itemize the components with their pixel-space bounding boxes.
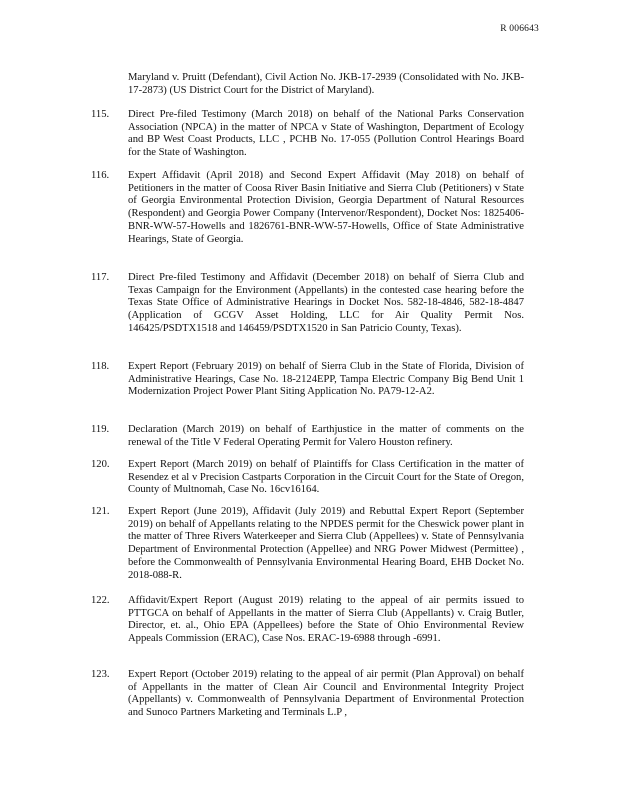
item-number: 115.: [91, 109, 110, 120]
item-number: 119.: [91, 424, 110, 435]
item-number: 117.: [91, 272, 110, 283]
list-item: [80, 506, 524, 582]
list-item: [80, 272, 524, 336]
item-text: Expert Report (October 2019) relating to the appeal of air permit (Plan Approval) on behalf of Appellants in the matter of Clean Air Council and Environmental Integrity Project (Appellants) v. Commonwealth of Pennsylvania Department of Environmental Protection and Sunoco Partners Marketing and Terminals L.P ,: [128, 669, 524, 719]
continuation-text: Maryland v. Pruitt (Defendant), Civil Action No. JKB-17-2939 (Consolidated with No. JKB-17-2873) (US District Court for the District of Maryland).: [128, 72, 524, 96]
list-item: [80, 459, 524, 497]
list-item: [80, 595, 524, 646]
item-text: Affidavit/Expert Report (August 2019) relating to the appeal of air permits issued to PTTGCA on behalf of Appellants in the matter of Sierra Club (Appellants) v. Craig Butler, Director, et. al., Ohio EPA (Appellees) before the State of Ohio Environmental Review Appeals Commission (ERAC), Case Nos. ERAC-19-6988 through -6991.: [128, 595, 524, 645]
item-number: 120.: [91, 459, 110, 470]
item-text: Direct Pre-filed Testimony and Affidavit (December 2018) on behalf of Sierra Club and Texas Campaign for the Environment (Appellants) in the contested case hearing before the Texas State Office of Administrative Hearings in Docket Nos. 582-18-4846, 582-18-4847 (Application of GCGV Asset Holding, LLC for Air Quality Permit Nos. 146425/PSDTX1518 and 146459/PSDTX1520 in San Patricio County, Texas).: [128, 272, 524, 334]
item-text: Expert Report (February 2019) on behalf of Sierra Club in the State of Florida, Division of Administrative Hearings, Case No. 18-2124EPP, Tampa Electric Company Big Bend Unit 1 Modernization Project Power Plant Siting Application No. PA79-12-A2.: [128, 361, 524, 398]
page-id: R 006643: [500, 24, 539, 34]
list-item: [80, 361, 524, 399]
list-item: [80, 170, 524, 246]
item-number: 121.: [91, 506, 110, 517]
item-text: Declaration (March 2019) on behalf of Earthjustice in the matter of comments on the renewal of the Title V Federal Operating Permit for Valero Houston refinery.: [128, 424, 524, 448]
item-text: Expert Report (June 2019), Affidavit (July 2019) and Rebuttal Expert Report (September 2019) on behalf of Appellants relating to the NPDES permit for the Cheswick power plant in the matter of Three Rivers Waterkeeper and Sierra Club (Appellees) v. State of Pennsylvania Department of Environmental Protection (Appellee) and NRG Power Midwest (Permittee) , before the Commonwealth of Pennsylvania Environmental Hearing Board, EHB Docket No. 2018-088-R.: [128, 506, 524, 581]
list-item: [80, 424, 524, 449]
item-number: 116.: [91, 170, 110, 181]
item-number: 122.: [91, 595, 110, 606]
list-item: [80, 109, 524, 160]
list-item: [80, 669, 524, 720]
item-text: Expert Report (March 2019) on behalf of Plaintiffs for Class Certification in the matter of Resendez et al v Precision Castparts Corporation in the Circuit Court for the State of Oregon, County of Multnomah, Case No. 16cv16164.: [128, 459, 524, 496]
item-number: 118.: [91, 361, 110, 372]
item-number: 123.: [91, 669, 110, 680]
item-text: Expert Affidavit (April 2018) and Second Expert Affidavit (May 2018) on behalf of Petitioners in the matter of Coosa River Basin Initiative and Sierra Club (Petitioners) v State of Georgia Environmental Protection Division, Georgia Department of Natural Resources (Respondent) and Georgia Power Company (Intervenor/Respondent), Docket Nos: 1825406-BNR-WW-57-Howells and 1826761-BNR-WW-57-Howells, Office of State Administrative Hearings, State of Georgia.: [128, 170, 524, 245]
item-text: Direct Pre-filed Testimony (March 2018) on behalf of the National Parks Conservation Association (NPCA) in the matter of NPCA v State of Washington, Department of Ecology and BP West Coast Products, LLC , PCHB No. 17-055 (Pollution Control Hearings Board for the State of Washington.: [128, 109, 524, 159]
